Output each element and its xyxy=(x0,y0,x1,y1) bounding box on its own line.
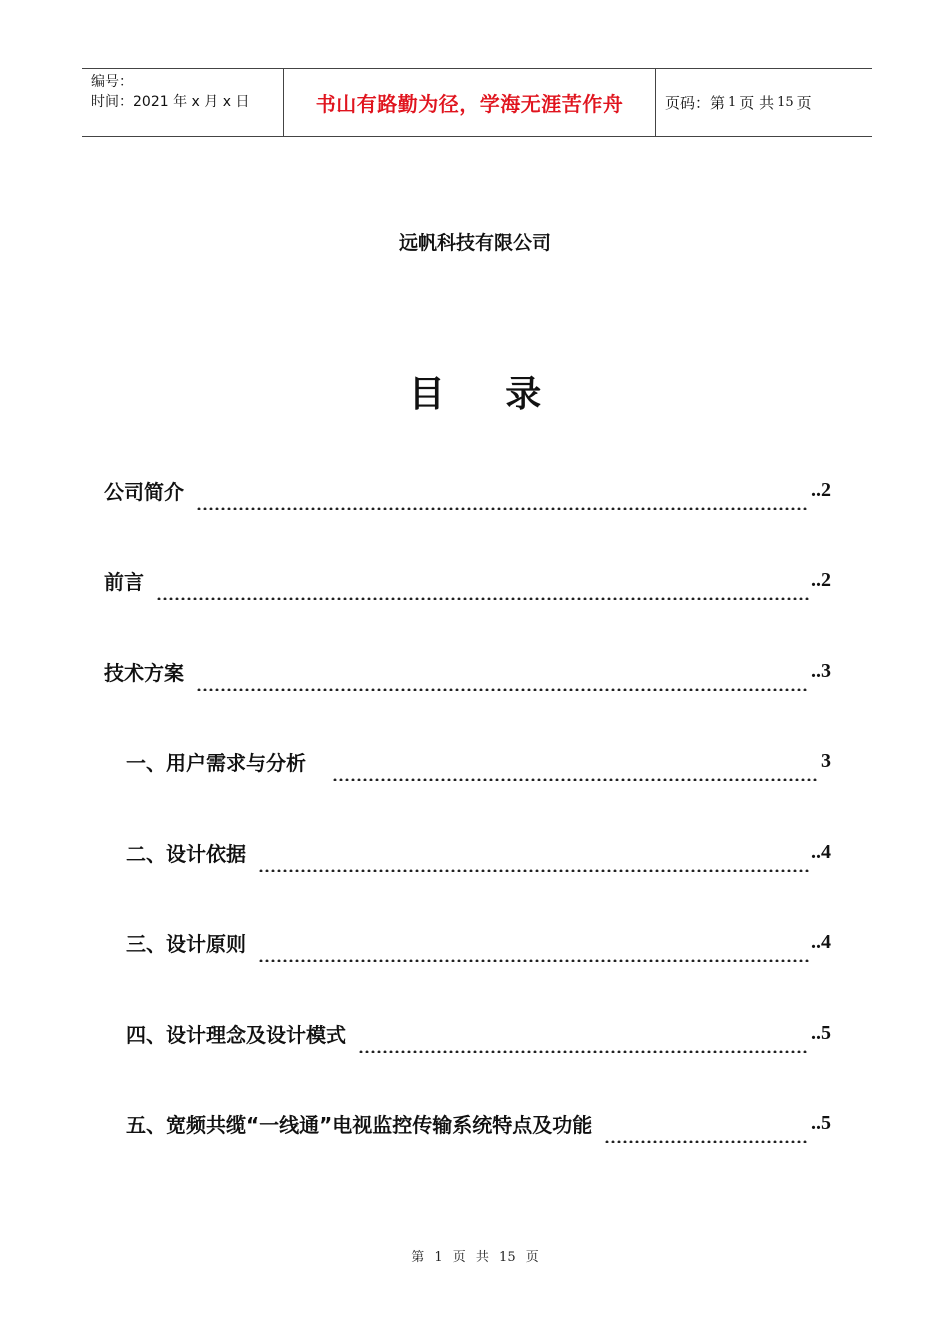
toc-entry-text: 公司简介 xyxy=(104,479,184,504)
company-name: 远帆科技有限公司 xyxy=(398,232,551,254)
page-footer: 第 1 页 共 15 页 xyxy=(411,1250,539,1265)
page-suffix: 页 xyxy=(796,94,812,112)
toc-entry[interactable] xyxy=(104,741,831,781)
toc-entry-page: ..4 xyxy=(811,840,831,863)
header-page-counter xyxy=(656,69,872,136)
toc-entry[interactable] xyxy=(104,922,831,962)
toc-entry-page: ..2 xyxy=(811,568,831,591)
toc-entry[interactable] xyxy=(104,560,831,600)
document-header xyxy=(82,68,872,137)
toc-entry-text: 一、用户需求与分析 xyxy=(126,750,306,775)
toc-entry-page: ..3 xyxy=(811,659,831,682)
toc-entry[interactable] xyxy=(104,470,831,510)
toc-leader-dots xyxy=(258,832,809,872)
toc-leader-dots xyxy=(358,1013,809,1053)
toc-entry-text: 技术方案 xyxy=(104,660,184,685)
toc-title: 目 录 xyxy=(408,373,566,415)
toc-entry-page: ..4 xyxy=(811,930,831,953)
page-prefix: 页码：第 xyxy=(665,94,726,112)
toc-entry[interactable] xyxy=(104,1103,831,1143)
toc-leader-dots xyxy=(332,741,819,781)
toc-leader-dots xyxy=(196,651,809,691)
toc-entry-text: 四、设计理念及设计模式 xyxy=(126,1022,346,1047)
toc-leader-dots xyxy=(604,1103,809,1143)
toc-leader-dots xyxy=(258,922,809,962)
toc-entry[interactable] xyxy=(104,832,831,872)
toc-leader-dots xyxy=(196,470,809,510)
header-info-cell xyxy=(82,69,284,136)
toc-entry-text: 二、设计依据 xyxy=(126,841,246,866)
page-mid: 页 共 xyxy=(739,94,775,112)
page-total: 15 xyxy=(777,95,794,110)
toc-leader-dots xyxy=(156,560,809,600)
page-current: 1 xyxy=(728,95,737,110)
toc-entry-text: 三、设计原则 xyxy=(126,931,246,956)
toc-entry-page: 3 xyxy=(821,749,831,772)
doc-date: 时间：2021 年 x 月 x 日 xyxy=(91,94,250,110)
toc-entry-page: ..5 xyxy=(811,1111,831,1134)
toc-entry[interactable] xyxy=(104,1013,831,1053)
toc-entry[interactable] xyxy=(104,651,831,691)
toc-entry-page: ..5 xyxy=(811,1021,831,1044)
header-motto: 书山有路勤为径，学海无涯苦作舟 xyxy=(284,69,656,136)
toc-entry-page: ..2 xyxy=(811,478,831,501)
doc-number-label: 编号： xyxy=(91,74,133,90)
toc-entry-text: 五、宽频共缆“一线通”电视监控传输系统特点及功能 xyxy=(126,1112,593,1137)
toc-entry-text: 前言 xyxy=(104,569,144,594)
